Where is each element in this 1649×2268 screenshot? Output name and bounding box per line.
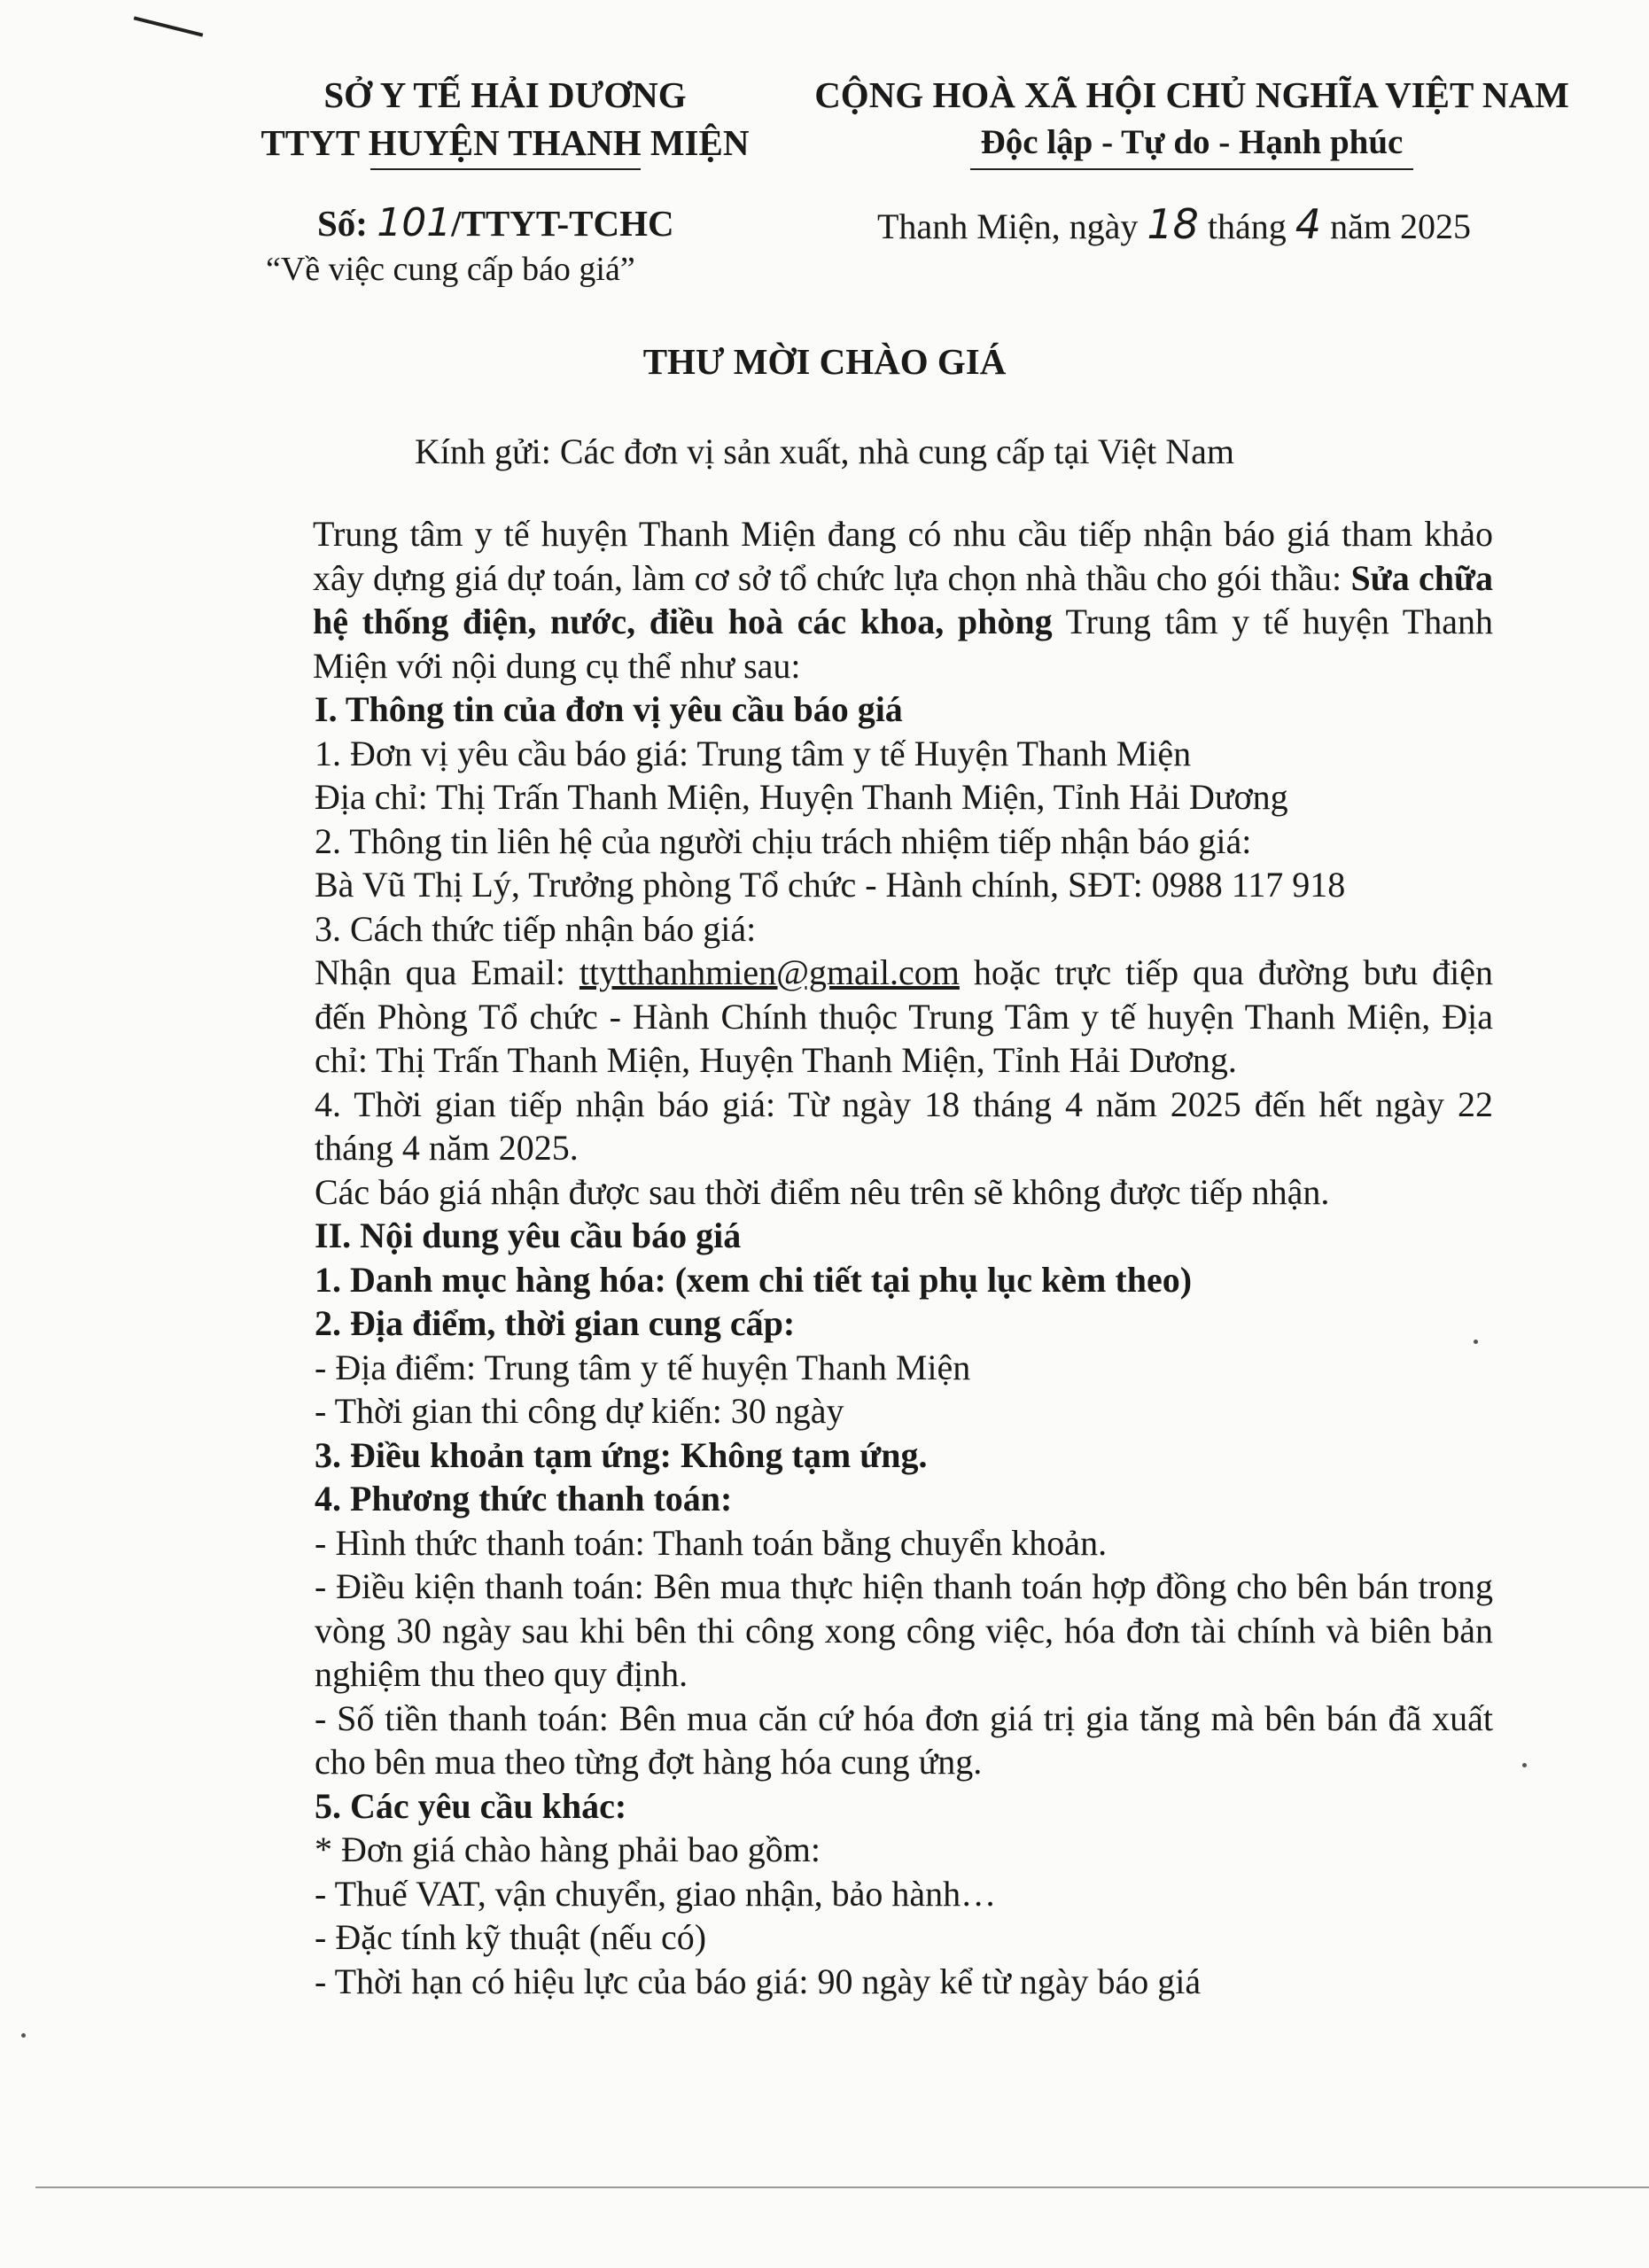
section2-heading: II. Nội dung yêu cầu báo giá (315, 1216, 742, 1255)
receive-method: Nhận qua Email: ttytthanhmien@gmail.com hoặc trực tiếp qua đường bưu điện đến Phòng Tổ chức - Hành Chính thuộc Trung Tâm y tế huyện Thanh Miện, Địa chỉ: Thị Trấn Thanh Miện, Huyện Thanh Miện, Tỉnh Hải Dương. (315, 952, 1493, 1080)
scan-dot (21, 2033, 26, 2038)
national-header (802, 71, 1582, 170)
scan-mark (134, 16, 204, 36)
handwritten-month: 4 (1295, 200, 1322, 248)
requester-unit: 1. Đơn vị yêu cầu báo giá: Trung tâm y tế Huyện Thanh Miện (315, 733, 1192, 773)
scan-dot (1522, 1763, 1527, 1767)
scan-dot (1474, 1340, 1478, 1344)
contact-heading: 2. Thông tin liên hệ của người chịu trách nhiệm tiếp nhận báo giá: (315, 820, 1252, 861)
price-includes: * Đơn giá chào hàng phải bao gồm: (315, 1829, 821, 1869)
payment-conditions: - Điều kiện thanh toán: Bên mua thực hiện thanh toán hợp đồng cho bên bán trong vòng 30 ngày sau khi bên thi công xong công việc, hóa đơn tài chính và biên bản nghiệm thu theo quy định. (315, 1566, 1493, 1694)
quote-validity: - Thời hạn có hiệu lực của báo giá: 90 ngày kể từ ngày báo giá (315, 1961, 1202, 2001)
motto-underline (970, 168, 1413, 170)
goods-list: 1. Danh mục hàng hóa: (xem chi tiết tại phụ lục kèm theo) (315, 1259, 1193, 1300)
issuer-header (222, 71, 789, 170)
document-body (215, 512, 1493, 2003)
location-time-heading: 2. Địa điểm, thời gian cung cấp: (315, 1303, 796, 1343)
advance-terms: 3. Điều khoản tạm ứng: Không tạm ứng. (315, 1434, 928, 1475)
document-date: Thanh Miện, ngày 18 tháng 4 năm 2025 (877, 200, 1471, 248)
national-motto: Độc lập - Tự do - Hạnh phúc (980, 123, 1404, 161)
issuer-department: SỞ Y TẾ HẢI DƯƠNG (323, 74, 687, 115)
other-requirements-heading: 5. Các yêu cầu khác: (315, 1785, 627, 1826)
contact-person: Bà Vũ Thị Lý, Trưởng phòng Tổ chức - Hành chính, SĐT: 0988 117 918 (315, 865, 1346, 905)
document-subject: “Về việc cung cấp báo giá” (266, 251, 635, 288)
handwritten-number: 101 (377, 200, 452, 245)
late-quote-note: Các báo giá nhận được sau thời điểm nêu trên sẽ không được tiếp nhận. (315, 1171, 1330, 1212)
receive-method-heading: 3. Cách thức tiếp nhận báo giá: (315, 908, 757, 949)
requester-address: Địa chỉ: Thị Trấn Thanh Miện, Huyện Thanh Miện, Tỉnh Hải Dương (315, 777, 1288, 817)
delivery-location: - Địa điểm: Trung tâm y tế huyện Thanh Miện (315, 1347, 971, 1387)
payment-heading: 4. Phương thức thanh toán: (315, 1479, 733, 1518)
issuer-center: TTYT HUYỆN THANH MIỆN (261, 122, 750, 163)
receive-period: 4. Thời gian tiếp nhận báo giá: Từ ngày 18 tháng 4 năm 2025 đến hết ngày 22 tháng 4 năm 2025. (315, 1084, 1493, 1168)
payment-amount: - Số tiền thanh toán: Bên mua căn cứ hóa đơn giá trị gia tăng mà bên bán đã xuất cho bên mua theo từng đợt hàng hóa cung ứng. (315, 1697, 1493, 1782)
issuer-underline (370, 168, 641, 170)
email-link[interactable]: ttytthanhmien@gmail.com (579, 952, 960, 992)
intro-paragraph: Trung tâm y tế huyện Thanh Miện đang có nhu cầu tiếp nhận báo giá tham khảo xây dựng giá dự toán, làm cơ sở tổ chức lựa chọn nhà thầu cho gói thầu: Sửa chữa hệ thống điện, nước, điều hoà các khoa, phòng Trung tâm y tế huyện Thanh Miện với nội dung cụ thể như sau: (313, 514, 1493, 686)
price-vat: - Thuế VAT, vận chuyển, giao nhận, bảo hành… (315, 1873, 997, 1914)
handwritten-day: 18 (1147, 200, 1199, 248)
document-title: THƯ MỜI CHÀO GIÁ (642, 341, 1007, 382)
payment-form: - Hình thức thanh toán: Thanh toán bằng chuyển khoản. (315, 1522, 1108, 1563)
bottom-scan-edge (35, 2186, 1649, 2188)
national-title: CỘNG HOÀ XÃ HỘI CHỦ NGHĨA VIỆT NAM (814, 74, 1569, 115)
recipient-line: Kính gửi: Các đơn vị sản xuất, nhà cung cấp tại Việt Nam (414, 431, 1235, 471)
document-number: Số: 101/TTYT-TCHC (317, 200, 674, 245)
construction-duration: - Thời gian thi công dự kiến: 30 ngày (315, 1391, 844, 1431)
section1-heading: I. Thông tin của đơn vị yêu cầu báo giá (315, 689, 903, 729)
technical-specs: - Đặc tính kỹ thuật (nếu có) (315, 1917, 707, 1957)
package-name: Sửa chữa hệ thống điện, nước, điều hoà các khoa, phòng (313, 557, 1493, 641)
